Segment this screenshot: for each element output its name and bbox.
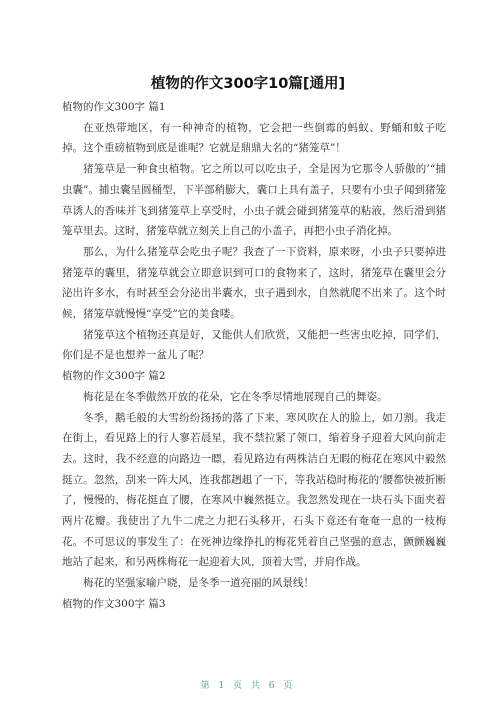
document-body xyxy=(62,97,446,615)
body-paragraph: 梅花是在冬季傲然开放的花朵，它在冬季尽情地展现自己的舞姿。 xyxy=(83,390,388,403)
body-paragraph: 那么，为什么猪笼草会吃虫子呢？我查了一下资料，原来呀，小虫子只要掉进猪笼草的囊里，猪笼草就会立即意识到可口的食物来了，这时，猪笼草在囊里会分泌出许多水，有时甚至会分泌出半囊水，虫子遇到水，自然就爬不出来了。这个时候，猪笼草就慢慢“享受”它的美食喽。 xyxy=(62,245,446,321)
document-title: 植物的作文300字10篇[通用] xyxy=(150,76,346,92)
body-paragraph: 猪笼草是一种食虫植物。它之所以可以吃虫子，全是因为它那令人骄傲的’“捕虫囊”。捕虫囊呈圆桶型，下半部稍膨大，囊口上具有盖子，只要有小虫子闻到猪笼草诱人的香味并飞到猪笼草上享受时，小虫子就会碰到猪笼草的粘液，然后滑到猪笼草里去。这时，猪笼草就立刻关上自己的小盖子，再把小虫子消化掉。 xyxy=(62,163,446,238)
section-heading: 植物的作文300字 篇1 xyxy=(62,101,166,113)
body-paragraph: 猪笼草这个植物还真是好，又能供人们欣赏，又能把一些害虫吃掉，同学们，你们是不是也想养一盆儿了呢？ xyxy=(62,328,446,362)
body-paragraph: 梅花的坚强家喻户晓，是冬季一道亮丽的风景线！ xyxy=(83,577,314,590)
page-footer: 第 1 页 共 6 页 xyxy=(200,681,296,691)
body-paragraph: 在亚热带地区，有一种神奇的植物，它会把一些倒霉的蚂蚁、野蛹和蚊子吃掉。这个重磅植物到底是谁呢？它就是鼎鼎大名的“猪笼草”！ xyxy=(62,121,446,155)
section-heading: 植物的作文300字 篇2 xyxy=(62,370,166,383)
section-heading: 植物的作文300字 篇3 xyxy=(62,597,166,610)
body-paragraph: 冬季，鹅毛般的大雪纷纷扬扬的落了下来，寒风吹在人的脸上，如刀割。我走在街上，看见路上的行人寥若晨星，我不禁拉紧了领口，缩着身子迎着大风向前走去。这时，我不经意的向路边一瞟，看见路边有两株洁白无暇的梅花在寒风中毅然挺立。忽然，刮来一阵大风，连我都趔趄了一下，等我站稳时梅花的’腰都快被折断了，慢慢的，梅花挺直了腰，在寒风中巍然挺立。我忽然发现在一块石头下面夹着两片花瓣。我使出了九牛二虎之力把石头移开，石头下竟还有奄奄一息的一枝梅花。不可思议的事发生了：在死神边缘挣扎的梅花凭着自己坚强的意志，颤颤巍巍地站了起来，和另两株梅花一起迎着大风，顶着大雪，并肩作战。 xyxy=(62,411,446,569)
